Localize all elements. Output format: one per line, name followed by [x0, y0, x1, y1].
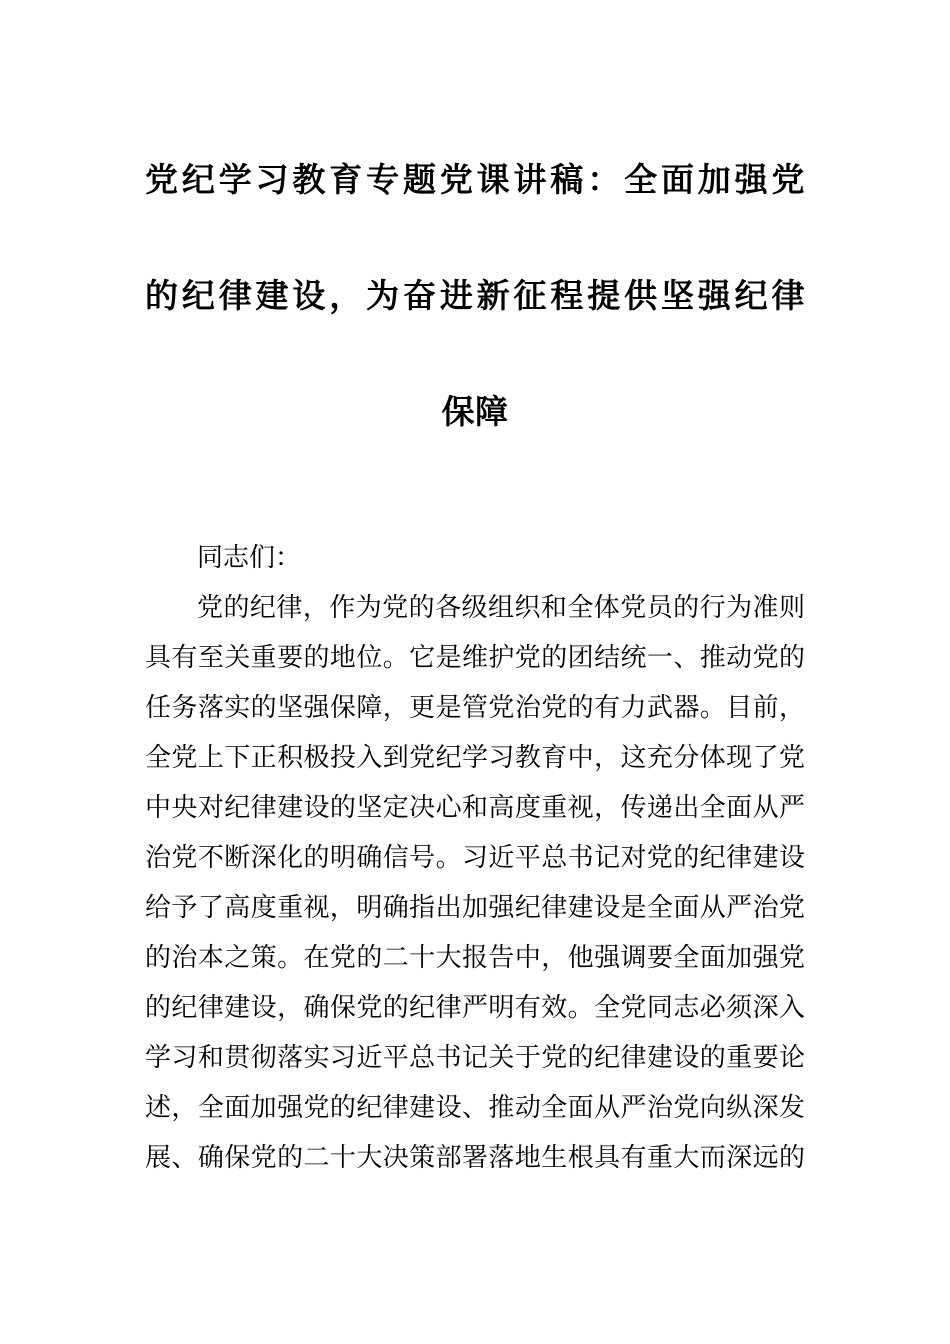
paragraph-line-9: 的纪律建设，确保党的纪律严明有效。全党同志必须深入 — [145, 993, 805, 1023]
paragraph-line-10: 学习和贯彻落实习近平总书记关于党的纪律建设的重要论 — [145, 1043, 805, 1073]
paragraph-line-2: 具有至关重要的地位。它是维护党的团结统一、推动党的 — [145, 643, 805, 673]
paragraph-line-12: 展、确保党的二十大决策部署落地生根具有重大而深远的 — [145, 1143, 805, 1173]
document-title — [145, 152, 805, 500]
salutation: 同志们： — [197, 543, 302, 573]
title-line-3: 保障 — [441, 392, 509, 431]
paragraph-line-11: 述，全面加强党的纪律建设、推动全面从严治党向纵深发 — [145, 1093, 805, 1123]
paragraph-line-1: 党的纪律，作为党的各级组织和全体党员的行为准则 — [197, 593, 805, 623]
title-line-2: 的纪律建设，为奋进新征程提供坚强纪律 — [145, 276, 805, 315]
paragraph-line-3: 任务落实的坚强保障，更是管党治党的有力武器。目前， — [145, 693, 805, 723]
paragraph-line-4: 全党上下正积极投入到党纪学习教育中，这充分体现了党 — [145, 743, 805, 773]
paragraph-line-7: 给予了高度重视，明确指出加强纪律建设是全面从严治党 — [145, 893, 805, 923]
paragraph-line-6: 治党不断深化的明确信号。习近平总书记对党的纪律建设 — [145, 843, 805, 873]
paragraph-line-5: 中央对纪律建设的坚定决心和高度重视，传递出全面从严 — [145, 793, 805, 823]
document-body — [145, 533, 805, 1183]
paragraph-line-8: 的治本之策。在党的二十大报告中，他强调要全面加强党 — [145, 943, 805, 973]
title-line-1: 党纪学习教育专题党课讲稿：全面加强党 — [145, 160, 805, 199]
